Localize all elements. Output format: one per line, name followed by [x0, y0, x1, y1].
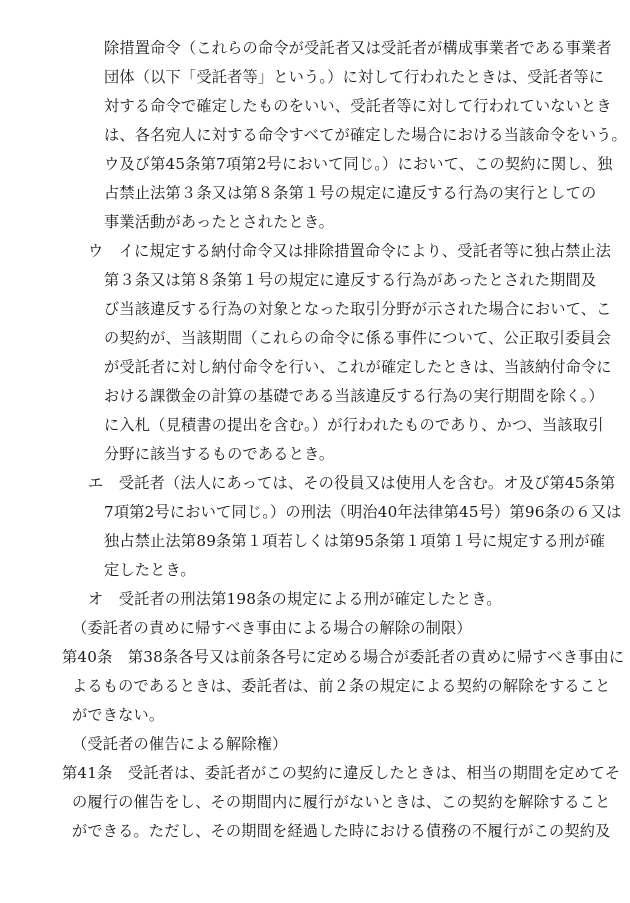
text-line: 定したとき。 — [104, 561, 196, 579]
text-line: 分野に該当するものであるとき。 — [104, 445, 335, 463]
article-41-heading: （受託者の催告による解除権） — [72, 735, 288, 753]
text-line: 事業活動があったとされたとき。 — [104, 213, 335, 231]
text-line: が受託者に対し納付命令を行い、これが確定したときは、当該納付命令に — [104, 358, 612, 376]
text-line: に入札（見積書の提出を含む。）が行われたものであり、かつ、当該取引 — [104, 416, 604, 434]
item-u: ウ イに規定する納付命令又は排除措置命令により、受託者等に独占禁止法 — [88, 242, 612, 260]
text-line: 独占禁止法第89条第１項若しくは第95条第１項第１号に規定する刑が確 — [104, 532, 606, 550]
text-line: 団体（以下「受託者等」という。）に対して行われたときは、受託者等に — [104, 68, 605, 86]
item-e: エ 受託者（法人にあっては、その役員又は使用人を含む。オ及び第45条第 — [88, 474, 616, 492]
text-line: おける課徴金の計算の基礎である当該違反する行為の実行期間を除く。） — [104, 387, 604, 405]
text-line: の履行の催告をし、その期間内に履行がないときは、この契約を解除すること — [72, 793, 611, 811]
text-line: ができる。ただし、その期間を経過した時における債務の不履行がこの契約及 — [72, 822, 611, 840]
text-line: 除措置命令（これらの命令が受託者又は受託者が構成事業者である事業者 — [104, 39, 612, 57]
article-41-text: 第41条 受託者は、委託者がこの契約に違反したときは、相当の期間を定めてそ — [62, 764, 621, 782]
text-line: の契約が、当該期間（これらの命令に係る事件について、公正取引委員会 — [104, 329, 612, 347]
text-line: び当該違反する行為の対象となった取引分野が示された場合において、こ — [104, 300, 612, 318]
article-40-text: 第40条 第38条各号又は前条各号に定める場合が委託者の責めに帰すべき事由に — [62, 648, 625, 666]
article-40-heading: （委託者の責めに帰すべき事由による場合の解除の制限） — [72, 619, 472, 637]
text-line: ができない。 — [72, 706, 165, 724]
item-o: オ 受託者の刑法第198条の規定による刑が確定したとき。 — [88, 590, 502, 608]
text-line: ウ及び第45条第7項第2号において同じ。）において、この契約に関し、独 — [104, 155, 613, 173]
text-line: 占禁止法第３条又は第８条第１号の規定に違反する行為の実行としての — [104, 184, 597, 202]
text-line: 第３条又は第８条第１号の規定に違反する行為があったとされた期間及 — [104, 271, 597, 289]
text-line: 対する命令で確定したものをいい、受託者等に対して行われていないとき — [104, 97, 612, 115]
text-line: よるものであるときは、委託者は、前２条の規定による契約の解除をすること — [72, 677, 611, 695]
text-line: は、各名宛人に対する命令すべてが確定した場合における当該命令をいう。 — [104, 126, 627, 144]
text-line: 7項第2号において同じ。）の刑法（明治40年法律第45号）第96条の６又は — [104, 503, 622, 521]
